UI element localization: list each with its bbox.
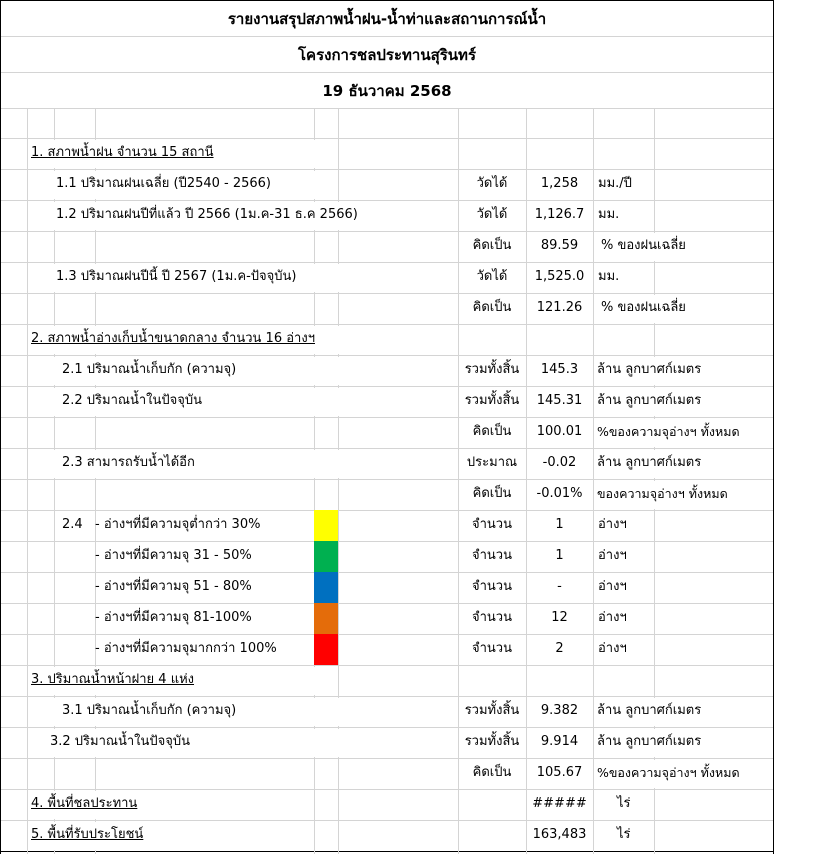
beneficiary-area-unit: ไร่ [617, 827, 631, 842]
grid-line [0, 36, 774, 37]
section3-heading: 3. ปริมาณน้ำหน้าฝาย 4 แห่ง [31, 672, 195, 687]
row-2-4-number: 2.4 [62, 517, 83, 532]
irrigated-area-value: ##### [532, 796, 587, 811]
row-2-1-kind: รวมทั้งสิ้น [464, 362, 520, 377]
capacity-group-label: - อ่างฯที่มีความจุมากกว่า 100% [95, 641, 277, 656]
row-3-1-label: 3.1 ปริมาณน้ำเก็บกัก (ความจุ) [62, 703, 237, 718]
row-3-1-value: 9.382 [540, 703, 579, 718]
grid-line [0, 0, 774, 1]
grid-line [0, 417, 774, 418]
capacity-group-unit: อ่างฯ [598, 641, 627, 656]
row-3-2-unit: ล้าน ลูกบาศก์เมตร [597, 734, 702, 749]
row-2-3-unit: ล้าน ลูกบาศก์เมตร [597, 455, 702, 470]
capacity-group-label: - อ่างฯที่มีความจุ 31 - 50% [95, 548, 252, 563]
capacity-group-unit: อ่างฯ [598, 517, 627, 532]
grid-line [0, 138, 774, 139]
capacity-group-kind: จำนวน [472, 610, 512, 625]
section2-heading: 2. สภาพน้ำอ่างเก็บน้ำขนาดกลาง จำนวน 16 อ่างฯ [31, 331, 315, 346]
capacity-group-count: 1 [555, 548, 564, 563]
row-2-3p-value: -0.01% [536, 486, 583, 501]
row-3-2p-kind: คิดเป็น [472, 765, 512, 780]
irrigated-area-unit: ไร่ [617, 796, 631, 811]
row-3-1-unit: ล้าน ลูกบาศก์เมตร [597, 703, 702, 718]
row-2-1-value: 145.3 [540, 362, 579, 377]
capacity-group-count: - [557, 579, 562, 594]
row-1-1-kind: วัดได้ [476, 176, 508, 191]
row-1-3-value: 1,525.0 [534, 269, 585, 284]
capacity-group-unit: อ่างฯ [598, 610, 627, 625]
row-2-3-label: 2.3 สามารถรับน้ำได้อีก [62, 455, 195, 470]
grid-line [0, 634, 774, 635]
row-2-2-value: 145.31 [536, 393, 583, 408]
row-1-2p-unit: % ของฝนเฉลี่ย [601, 238, 686, 253]
row-1-2-kind: วัดได้ [476, 207, 508, 222]
grid-line [0, 665, 774, 666]
row-1-2-unit: มม. [598, 207, 620, 222]
row-2-2p-unit: %ของความจุอ่างฯ ทั้งหมด [597, 424, 740, 439]
grid-line [0, 510, 774, 511]
capacity-color-swatch-yellow [314, 510, 338, 541]
row-2-2-label: 2.2 ปริมาณน้ำในปัจจุบัน [62, 393, 203, 408]
grid-line [0, 727, 774, 728]
row-1-1-label: 1.1 ปริมาณฝนเฉลี่ย (ปี2540 - 2566) [56, 176, 272, 191]
capacity-group-label: - อ่างฯที่มีความจุ 51 - 80% [95, 579, 252, 594]
grid-line [0, 541, 774, 542]
grid-line [0, 355, 774, 356]
grid-line [0, 169, 774, 170]
grid-line [0, 851, 774, 852]
row-2-2p-value: 100.01 [536, 424, 583, 439]
capacity-group-unit: อ่างฯ [598, 548, 627, 563]
row-3-2p-value: 105.67 [536, 765, 583, 780]
project-name: โครงการชลประทานสุรินทร์ [297, 46, 476, 64]
grid-line [0, 820, 774, 821]
capacity-group-kind: จำนวน [472, 548, 512, 563]
row-3-2-value: 9.914 [540, 734, 579, 749]
grid-line [0, 200, 774, 201]
capacity-color-swatch-orange [314, 603, 338, 634]
row-1-2-value: 1,126.7 [534, 207, 585, 222]
sheet-border-left [0, 0, 1, 854]
report-title: รายงานสรุปสภาพน้ำฝน-น้ำท่าและสถานการณ์น้ำ [227, 10, 547, 28]
row-3-2-label: 3.2 ปริมาณน้ำในปัจจุบัน [50, 734, 191, 749]
section4-heading: 4. พื้นที่ชลประทาน [31, 796, 138, 811]
row-1-2p-kind: คิดเป็น [472, 238, 512, 253]
grid-line [0, 789, 774, 790]
grid-line [0, 758, 774, 759]
section5-heading: 5. พื้นที่รับประโยชน์ [31, 827, 144, 842]
row-2-3-kind: ประมาณ [466, 455, 518, 470]
row-2-1-unit: ล้าน ลูกบาศก์เมตร [597, 362, 702, 377]
grid-line [0, 324, 774, 325]
row-1-3-kind: วัดได้ [476, 269, 508, 284]
row-2-2-unit: ล้าน ลูกบาศก์เมตร [597, 393, 702, 408]
capacity-group-kind: จำนวน [472, 579, 512, 594]
row-3-1-kind: รวมทั้งสิ้น [464, 703, 520, 718]
capacity-group-unit: อ่างฯ [598, 579, 627, 594]
capacity-color-swatch-blue [314, 572, 338, 603]
grid-line [0, 603, 774, 604]
row-2-2-kind: รวมทั้งสิ้น [464, 393, 520, 408]
capacity-group-count: 2 [555, 641, 564, 656]
grid-line [0, 293, 774, 294]
row-1-2-label: 1.2 ปริมาณฝนปีที่แล้ว ปี 2566 (1ม.ค-31 ธ.ค 2566) [56, 207, 358, 222]
grid-line [0, 572, 774, 573]
capacity-color-swatch-red [314, 634, 338, 665]
row-2-3p-kind: คิดเป็น [472, 486, 512, 501]
beneficiary-area-value: 163,483 [532, 827, 587, 842]
row-1-3-label: 1.3 ปริมาณฝนปีนี้ ปี 2567 (1ม.ค-ปัจจุบัน) [56, 269, 297, 284]
capacity-color-swatch-green [314, 541, 338, 572]
row-2-1-label: 2.1 ปริมาณน้ำเก็บกัก (ความจุ) [62, 362, 237, 377]
grid-line [0, 262, 774, 263]
capacity-group-label: - อ่างฯที่มีความจุต่ำกว่า 30% [95, 517, 261, 532]
row-2-3p-unit: ของความจุอ่างฯ ทั้งหมด [597, 486, 728, 501]
grid-line [0, 448, 774, 449]
row-1-3p-kind: คิดเป็น [472, 300, 512, 315]
row-1-1-unit: มม./ปี [598, 176, 632, 191]
grid-line [0, 386, 774, 387]
row-1-3p-unit: % ของฝนเฉลี่ย [601, 300, 686, 315]
capacity-group-count: 1 [555, 517, 564, 532]
grid-line [0, 108, 774, 109]
capacity-group-kind: จำนวน [472, 517, 512, 532]
grid-line [593, 108, 594, 854]
grid-line [0, 696, 774, 697]
grid-line [0, 72, 774, 73]
grid-line [0, 479, 774, 480]
row-1-3p-value: 121.26 [536, 300, 583, 315]
row-1-1-value: 1,258 [540, 176, 579, 191]
row-1-2p-value: 89.59 [540, 238, 579, 253]
row-1-3-unit: มม. [598, 269, 620, 284]
row-3-2p-unit: %ของความจุอ่างฯ ทั้งหมด [597, 765, 740, 780]
report-date: 19 ธันวาคม 2568 [322, 82, 452, 100]
row-2-2p-kind: คิดเป็น [472, 424, 512, 439]
section1-heading: 1. สภาพน้ำฝน จำนวน 15 สถานี [31, 145, 214, 160]
capacity-group-kind: จำนวน [472, 641, 512, 656]
capacity-group-label: - อ่างฯที่มีความจุ 81-100% [95, 610, 252, 625]
grid-line [0, 231, 774, 232]
capacity-group-count: 12 [551, 610, 568, 625]
sheet-border-right [773, 0, 774, 854]
row-2-3-value: -0.02 [542, 455, 577, 470]
row-3-2-kind: รวมทั้งสิ้น [464, 734, 520, 749]
